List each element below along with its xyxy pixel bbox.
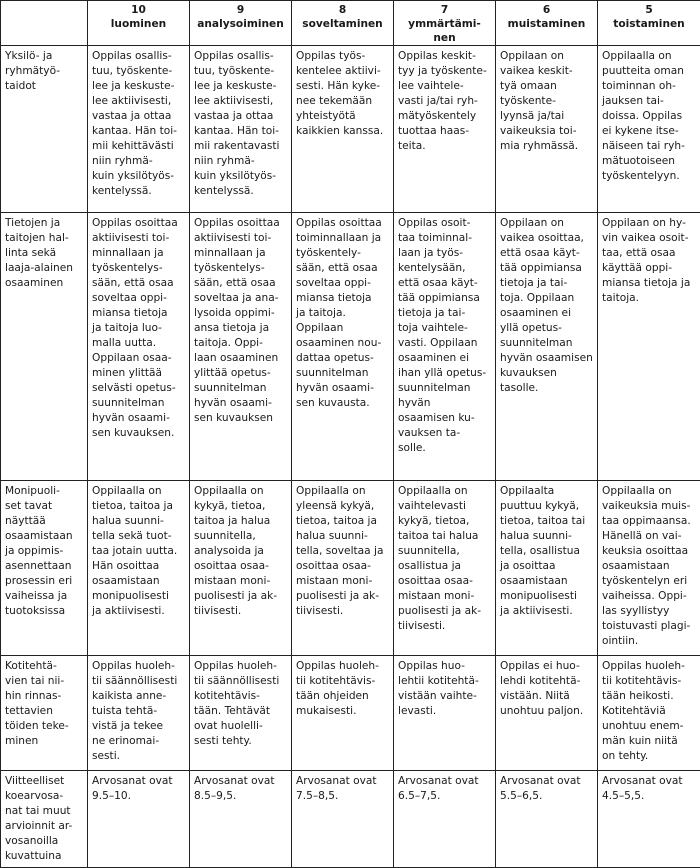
table-cell [292, 656, 394, 771]
cell-text: Oppilaalta puuttuu kykyä, tietoa, taitoa tai halua suunni- tella, osallistua ja osoittaa osaamistaan monipuolisesti ja aktiivisesti. [500, 485, 586, 617]
table-cell [88, 481, 190, 656]
table-cell [292, 46, 394, 213]
table-cell [88, 656, 190, 771]
grade-number: 10 [131, 4, 146, 16]
grade-number: 8 [338, 4, 347, 16]
header-row [1, 1, 700, 46]
grade-number: 5 [645, 4, 653, 16]
cell-text: Oppilas osoit- taa toiminnal- laan ja työs- kentelysään, että osaa käyt- tää oppimiansa tietoja ja tai- toja vaihtele- vasti. Oppilaan osaaminen ei ihan yllä opetus- suunnitelman hyvän osaamisen ku- vauksen ta- solle. [398, 217, 487, 454]
level-label: soveltaminen [302, 18, 383, 30]
grade-10-header [88, 1, 190, 46]
cell-text: Oppilaalla on kykyä, tietoa, taitoa ja halua suunnitella, analysoida ja osoittaa osaa- mistaan moni- puolisesti ja ak- tiivisesti. [194, 485, 278, 617]
table-cell [496, 656, 598, 771]
table-cell [292, 481, 394, 656]
grade-7-header [394, 1, 496, 46]
grade-number: 7 [440, 4, 449, 16]
cell-text: Oppilaan on vaikea osoittaa, että osaa käyt- tää oppimiansa tietoja ja tai- toja. Oppilaan osaaminen ei yllä opetus- suunnitelman hyvän osaamisen kuvauksen tasolle. [500, 217, 593, 394]
cell-text: Oppilas huoleh- tii kotitehtävis- tään heikosti. Kotitehtäviä unohtuu enem- män kuin niitä on tehty. [602, 660, 685, 762]
table-row [1, 213, 700, 481]
cell-text: Oppilas huoleh- tii säännöllisesti kotitehtävis- tään. Tehtävät ovat huolelli- sesti tehty. [194, 660, 280, 747]
table-cell [496, 213, 598, 481]
table-cell [190, 213, 292, 481]
grade-number: 6 [542, 4, 551, 16]
table-cell [598, 46, 700, 213]
grade-8-header [292, 1, 394, 46]
grade-5-header [598, 1, 700, 46]
cell-text: Arvosanat ovat 9.5–10. [92, 775, 173, 802]
table-cell [292, 213, 394, 481]
cell-text: Oppilas osoittaa aktiivisesti toi- minnallaan ja työskentelys- sään, että osaa soveltaa oppi- miansa tietoja ja taitoja luo- malla uutta. Oppilaan osaa- minen ylittää selvästi opetus- suunnitelman hyvän osaami- sen kuvauksen. [92, 217, 178, 439]
table-row [1, 46, 700, 213]
cell-text: Oppilas osallis- tuu, työskente- lee ja keskuste- lee aktiivisesti, vastaa ja ottaa kantaa. Hän toi- mii kehittävästi niin ryhmä- kuin yksilötyös- kentelyssä. [92, 50, 177, 197]
cell-text: Arvosanat ovat 4.5–5,5. [602, 775, 683, 802]
table-cell [598, 771, 700, 868]
table-cell [88, 46, 190, 213]
cell-text: Oppilaan on vaikea keskit- tyä omaan työskente- lyynsä ja/tai vaikeuksia toi- mia ryhmässä. [500, 50, 579, 152]
table-cell [598, 213, 700, 481]
table-cell [292, 771, 394, 868]
cell-text: Oppilas osallis- tuu, työskente- lee ja keskuste- lee aktiivisesti, vastaa ja ottaa kantaa. Hän toi- mii rakentavasti niin ryhmä- kuin yksilötyös- kentelyssä. [194, 50, 280, 197]
row-header [1, 46, 88, 213]
cell-text: Oppilas keskit- tyy ja työskente- lee vaihtele- vasti ja/tai ryh- mätyöskentely tuottaa haas- teita. [398, 50, 487, 152]
table-cell [190, 481, 292, 656]
table-row [1, 656, 700, 771]
table-cell [394, 771, 496, 868]
row-header [1, 771, 88, 868]
table-row [1, 771, 700, 868]
table-cell [190, 46, 292, 213]
level-label: toistaminen [613, 18, 685, 30]
table-row [1, 481, 700, 656]
table-cell [394, 481, 496, 656]
table-cell [88, 771, 190, 868]
row-header-text: Monipuoli- set tavat näyttää osaamistaan ja oppimis- asennettaan prosessin eri vaiheissa ja tuotoksissa [5, 485, 73, 617]
corner-cell [1, 1, 88, 46]
level-label: ymmärtämi- nen [408, 18, 481, 44]
cell-text: Oppilas ei huo- lehdi kotitehtä- vistään. Niitä unohtuu paljon. [500, 660, 584, 717]
grade-number: 9 [236, 4, 245, 16]
cell-text: Arvosanat ovat 8.5–9,5. [194, 775, 275, 802]
level-label: luominen [110, 18, 167, 30]
row-header-text: Yksilö- ja ryhmätyö- taidot [5, 50, 61, 92]
cell-text: Arvosanat ovat 7.5–8,5. [296, 775, 377, 802]
cell-text: Arvosanat ovat 6.5–7,5. [398, 775, 479, 802]
cell-text: Oppilas huoleh- tii kotitehtävis- tään ohjeiden mukaisesti. [296, 660, 379, 717]
cell-text: Oppilas huoleh- tii säännöllisesti kaikista anne- tuista tehtä- vistä ja tekee ne erinomai- sesti. [92, 660, 178, 762]
table-cell [394, 656, 496, 771]
cell-text: Oppilas osoittaa aktiivisesti toi- minnallaan ja työskentelys- sään, että osaa soveltaa ja ana- lysoida oppimi- ansa tietoja ja taitoja. Oppi- laan osaaminen ylittää opetus- suunnitelman hyvän osaami- sen kuvauksen [194, 217, 280, 424]
row-header-text: Viitteelliset koearvosa- nat tai muut arvioinnit ar- vosanoilla kuvattuina [5, 775, 73, 862]
level-label: analysoiminen [197, 18, 284, 30]
row-header-text: Kotitehtä- vien tai nii- hin rinnas- tettavien töiden teke- minen [5, 660, 69, 747]
cell-text: Oppilas työs- kentelee aktiivi- sesti. Hän kyke- nee tekemään yhteistyötä kaikkien kanssa. [296, 50, 384, 137]
row-header-text: Tietojen ja taitojen hal- linta sekä laaja-alainen osaaminen [5, 217, 74, 289]
table-cell [598, 656, 700, 771]
row-header [1, 656, 88, 771]
cell-text: Oppilas huo- lehtii kotitehtä- vistään vaihte- levasti. [398, 660, 479, 717]
grade-9-header [190, 1, 292, 46]
cell-text: Oppilaalla on tietoa, taitoa ja halua suunni- tella sekä tuot- taa jotain uutta. Hän osoittaa osaamistaan monipuolisesti ja aktiivisesti. [92, 485, 178, 617]
row-header [1, 213, 88, 481]
table-cell [496, 46, 598, 213]
cell-text: Oppilaalla on vaihtelevasti kykyä, tietoa, taitoa tai halua suunnitella, osallistua ja osoittaa osaa- mistaan moni- puolisesti ja ak- tiivisesti. [398, 485, 482, 632]
row-header [1, 481, 88, 656]
table-cell [394, 213, 496, 481]
cell-text: Arvosanat ovat 5.5–6,5. [500, 775, 581, 802]
cell-text: Oppilaan on hy- vin vaikea osoit- taa, että osaa käyttää oppi- miansa tietoja ja taitoja. [602, 217, 691, 304]
table-cell [496, 771, 598, 868]
table-cell [598, 481, 700, 656]
table-cell [88, 213, 190, 481]
grade-6-header [496, 1, 598, 46]
level-label: muistaminen [507, 18, 586, 30]
cell-text: Oppilaalla on yleensä kykyä, tietoa, taitoa ja halua suunni- tella, soveltaa ja osoittaa osaa- mistaan moni- puolisesti ja ak- tiivisesti. [296, 485, 384, 617]
table-cell [496, 481, 598, 656]
cell-text: Oppilaalla on puutteita oman toiminnan oh- jauksen tai- doissa. Oppilas ei kykene itse- näiseen tai ryh- mätuotoiseen työskentelyyn. [602, 50, 685, 182]
table-cell [190, 656, 292, 771]
table-cell [190, 771, 292, 868]
cell-text: Oppilas osoittaa toiminnallaan ja työskentely- sään, että osaa soveltaa oppi- miansa tietoja ja taitoja. Oppilaan osaaminen nou- dattaa opetus- suunnitelman hyvän osaami- sen kuvausta. [296, 217, 382, 409]
cell-text: Oppilaalla on vaikeuksia muis- taa oppimaansa. Hänellä on vai- keuksia osoittaa osaamistaan työskentelyn eri vaiheissa. Oppi- las syyllistyy toistuvasti plagi- ointiin. [602, 485, 691, 647]
table-cell [394, 46, 496, 213]
